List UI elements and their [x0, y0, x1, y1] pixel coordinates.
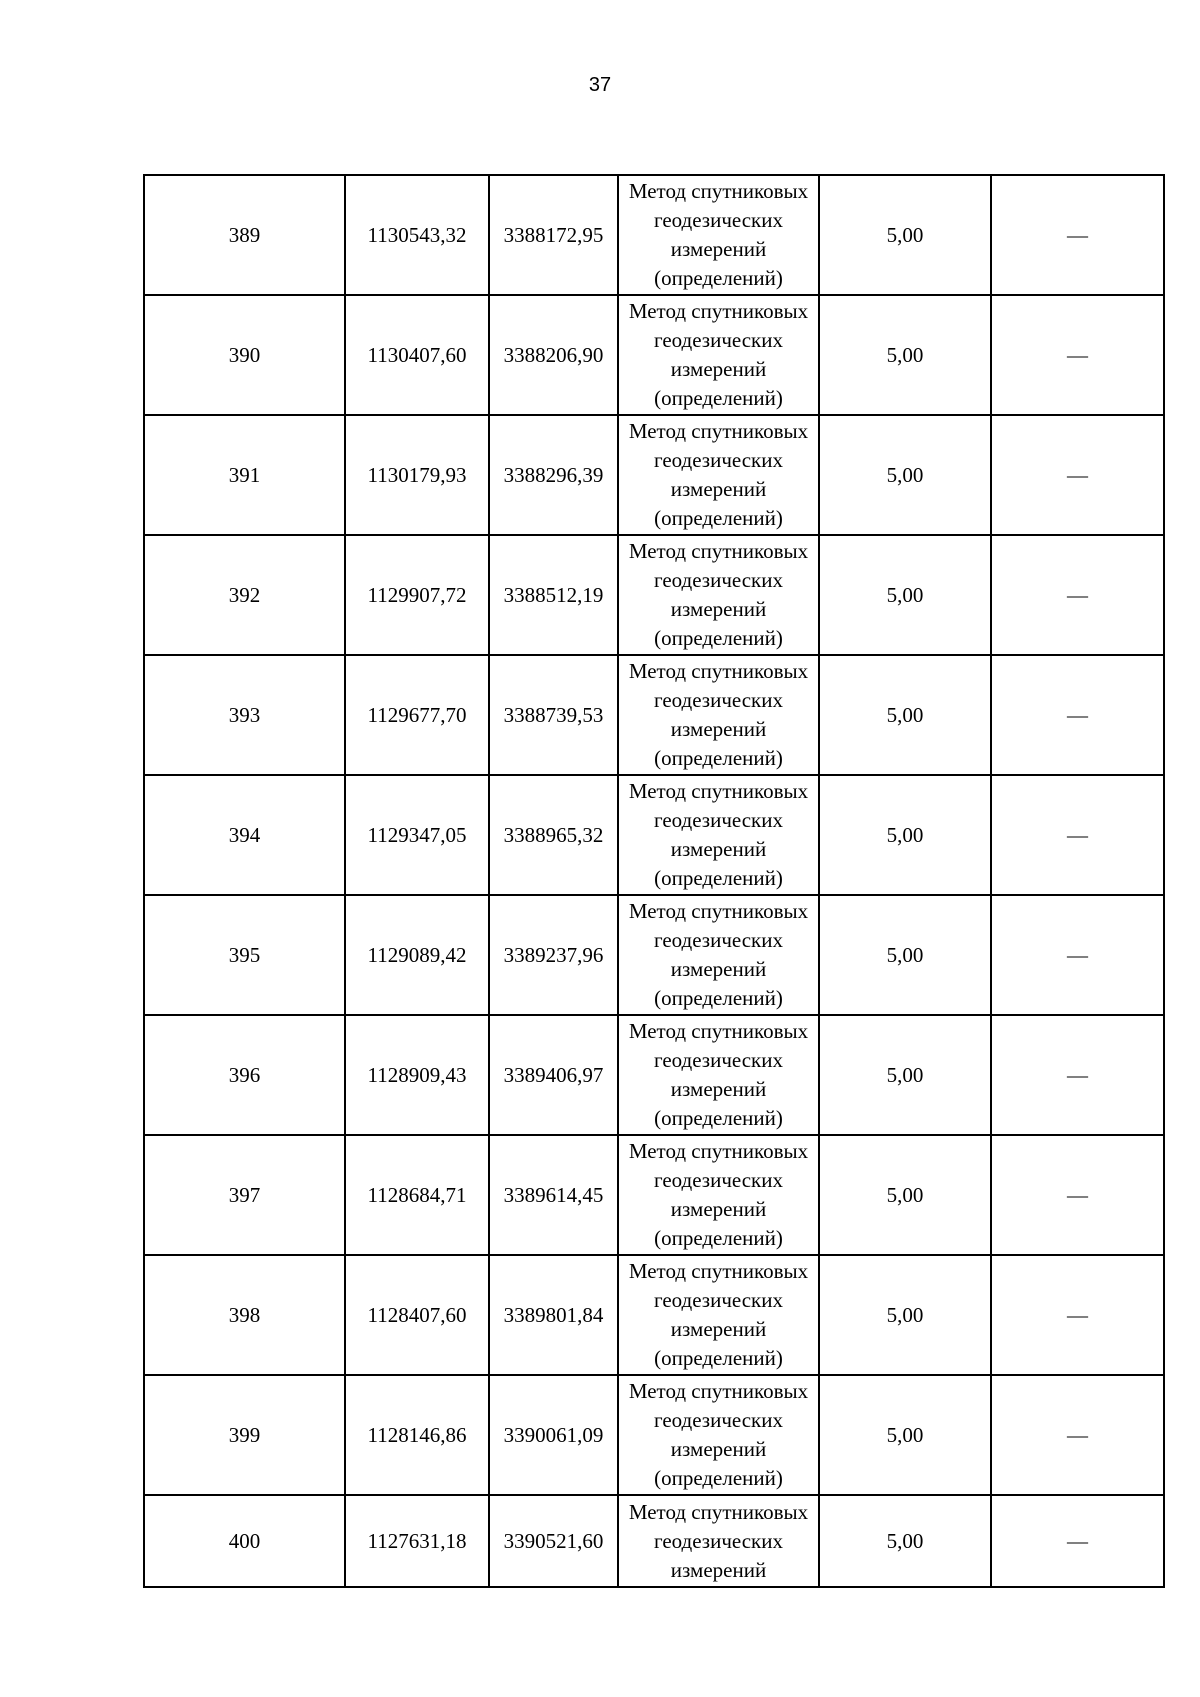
- x-coordinate-cell: 1130179,93: [345, 415, 489, 535]
- note-cell: —: [991, 895, 1164, 1015]
- method-cell: Метод спутниковых геодезических измерений (определений): [618, 175, 819, 295]
- accuracy-cell: 5,00: [819, 655, 991, 775]
- table-row: [144, 535, 1164, 655]
- accuracy-cell: 5,00: [819, 895, 991, 1015]
- note-cell: —: [991, 1375, 1164, 1495]
- accuracy-cell: 5,00: [819, 295, 991, 415]
- table-row: [144, 895, 1164, 1015]
- note-cell: —: [991, 175, 1164, 295]
- point-number-cell: 394: [144, 775, 345, 895]
- point-number-cell: 399: [144, 1375, 345, 1495]
- y-coordinate-cell: 3388512,19: [489, 535, 618, 655]
- table-row: [144, 415, 1164, 535]
- y-coordinate-cell: 3390061,09: [489, 1375, 618, 1495]
- x-coordinate-cell: 1129907,72: [345, 535, 489, 655]
- x-coordinate-cell: 1130543,32: [345, 175, 489, 295]
- point-number-cell: 390: [144, 295, 345, 415]
- table-row: [144, 1015, 1164, 1135]
- x-coordinate-cell: 1130407,60: [345, 295, 489, 415]
- method-cell: Метод спутниковых геодезических измерений (определений): [618, 655, 819, 775]
- note-cell: —: [991, 1255, 1164, 1375]
- point-number-cell: 392: [144, 535, 345, 655]
- table-row: [144, 1135, 1164, 1255]
- table-row: [144, 1375, 1164, 1495]
- method-cell: Метод спутниковых геодезических измерений (определений): [618, 1375, 819, 1495]
- method-cell: Метод спутниковых геодезических измерений (определений): [618, 1015, 819, 1135]
- x-coordinate-cell: 1128146,86: [345, 1375, 489, 1495]
- point-number-cell: 400: [144, 1495, 345, 1587]
- note-cell: —: [991, 1015, 1164, 1135]
- accuracy-cell: 5,00: [819, 175, 991, 295]
- x-coordinate-cell: 1128407,60: [345, 1255, 489, 1375]
- method-cell: Метод спутниковых геодезических измерений: [618, 1495, 819, 1587]
- accuracy-cell: 5,00: [819, 1495, 991, 1587]
- x-coordinate-cell: 1128909,43: [345, 1015, 489, 1135]
- note-cell: —: [991, 535, 1164, 655]
- table-row: [144, 1255, 1164, 1375]
- method-cell: Метод спутниковых геодезических измерений (определений): [618, 295, 819, 415]
- note-cell: —: [991, 655, 1164, 775]
- y-coordinate-cell: 3389801,84: [489, 1255, 618, 1375]
- coordinates-table-body: [144, 175, 1164, 1587]
- table-row: [144, 775, 1164, 895]
- method-cell: Метод спутниковых геодезических измерений (определений): [618, 535, 819, 655]
- method-cell: Метод спутниковых геодезических измерений (определений): [618, 415, 819, 535]
- point-number-cell: 391: [144, 415, 345, 535]
- y-coordinate-cell: 3389406,97: [489, 1015, 618, 1135]
- method-cell: Метод спутниковых геодезических измерений (определений): [618, 895, 819, 1015]
- y-coordinate-cell: 3389614,45: [489, 1135, 618, 1255]
- note-cell: —: [991, 295, 1164, 415]
- y-coordinate-cell: 3388739,53: [489, 655, 618, 775]
- x-coordinate-cell: 1129677,70: [345, 655, 489, 775]
- table-row: [144, 295, 1164, 415]
- point-number-cell: 389: [144, 175, 345, 295]
- page-number: 37: [588, 74, 612, 96]
- x-coordinate-cell: 1128684,71: [345, 1135, 489, 1255]
- y-coordinate-cell: 3388172,95: [489, 175, 618, 295]
- accuracy-cell: 5,00: [819, 415, 991, 535]
- point-number-cell: 396: [144, 1015, 345, 1135]
- y-coordinate-cell: 3389237,96: [489, 895, 618, 1015]
- coordinates-table: [143, 174, 1165, 1588]
- point-number-cell: 398: [144, 1255, 345, 1375]
- accuracy-cell: 5,00: [819, 775, 991, 895]
- accuracy-cell: 5,00: [819, 1375, 991, 1495]
- method-cell: Метод спутниковых геодезических измерений (определений): [618, 775, 819, 895]
- point-number-cell: 397: [144, 1135, 345, 1255]
- note-cell: —: [991, 1495, 1164, 1587]
- y-coordinate-cell: 3388965,32: [489, 775, 618, 895]
- note-cell: —: [991, 1135, 1164, 1255]
- method-cell: Метод спутниковых геодезических измерений (определений): [618, 1255, 819, 1375]
- point-number-cell: 393: [144, 655, 345, 775]
- x-coordinate-cell: 1129347,05: [345, 775, 489, 895]
- x-coordinate-cell: 1127631,18: [345, 1495, 489, 1587]
- accuracy-cell: 5,00: [819, 535, 991, 655]
- note-cell: —: [991, 415, 1164, 535]
- y-coordinate-cell: 3388206,90: [489, 295, 618, 415]
- accuracy-cell: 5,00: [819, 1015, 991, 1135]
- note-cell: —: [991, 775, 1164, 895]
- point-number-cell: 395: [144, 895, 345, 1015]
- accuracy-cell: 5,00: [819, 1255, 991, 1375]
- accuracy-cell: 5,00: [819, 1135, 991, 1255]
- method-cell: Метод спутниковых геодезических измерений (определений): [618, 1135, 819, 1255]
- y-coordinate-cell: 3388296,39: [489, 415, 618, 535]
- table-row: [144, 655, 1164, 775]
- x-coordinate-cell: 1129089,42: [345, 895, 489, 1015]
- y-coordinate-cell: 3390521,60: [489, 1495, 618, 1587]
- table-row: [144, 1495, 1164, 1587]
- table-row: [144, 175, 1164, 295]
